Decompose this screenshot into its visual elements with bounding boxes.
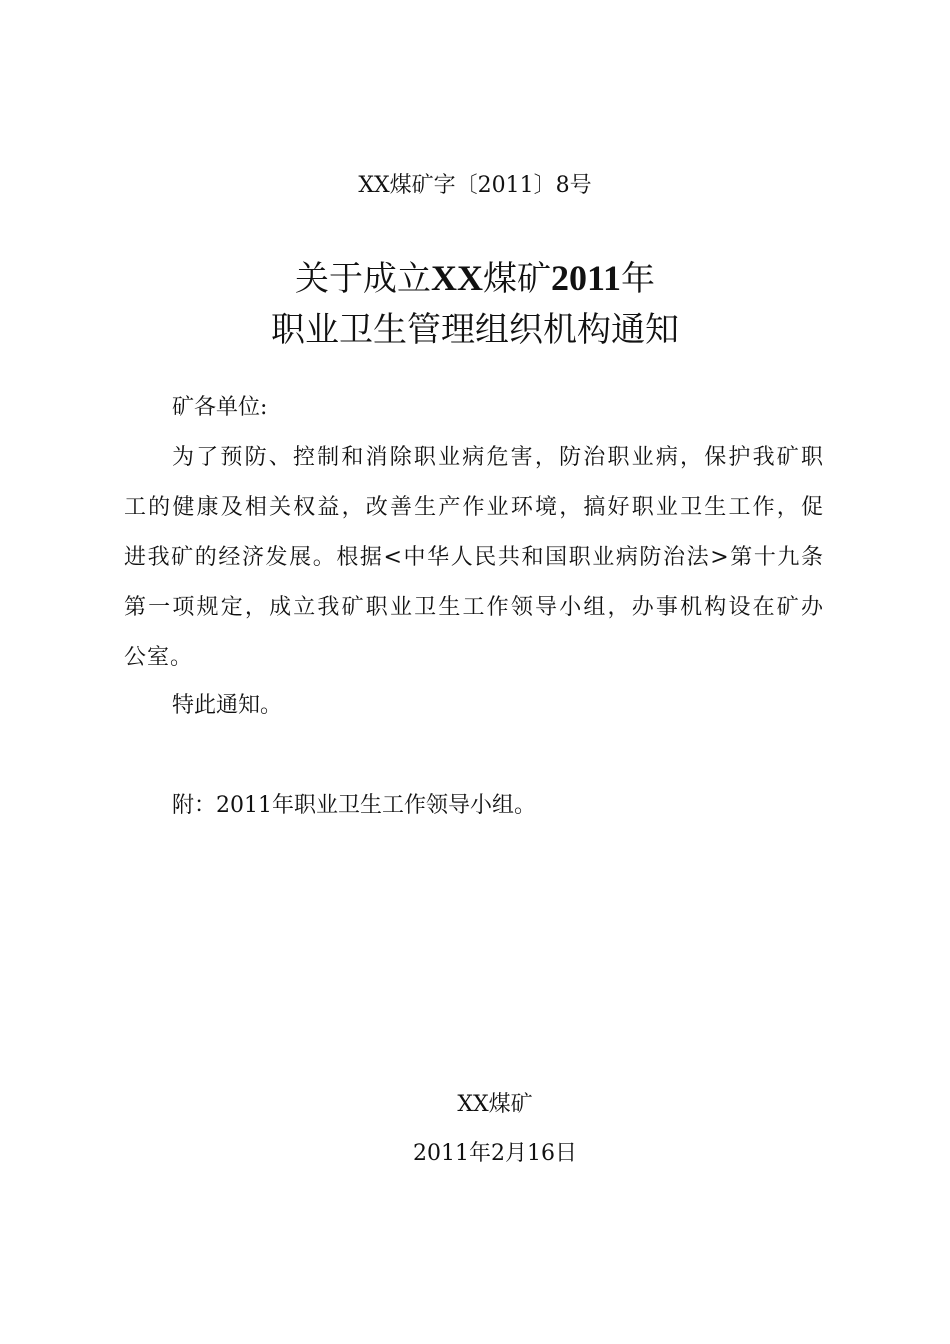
title-bold-year: 2011 <box>550 258 621 298</box>
body-paragraph-line: 公室。 <box>124 645 194 670</box>
issue-date: 2011年2月16日 <box>413 1141 577 1166</box>
document-title-line-2: 职业卫生管理组织机构通知 <box>271 310 679 350</box>
body-paragraph-line: 第一项规定，成立我矿职业卫生工作领导小组，办事机构设在矿办 <box>124 595 824 620</box>
body-paragraph-line: 为了预防、控制和消除职业病危害，防治职业病，保护我矿职 <box>172 445 824 470</box>
body-paragraph-line: 工的健康及相关权益，改善生产作业环境，搞好职业卫生工作，促 <box>124 495 824 520</box>
title-bold-name: XX <box>430 258 483 298</box>
body-paragraph-line: 进我矿的经济发展。根据<中华人民共和国职业病防治法>第十九条 <box>124 545 824 570</box>
attachment-note: 附：2011年职业卫生工作领导小组。 <box>172 793 536 818</box>
title-middle: 煤矿 <box>482 259 551 299</box>
closing-remark: 特此通知。 <box>172 693 283 718</box>
issuer-signature: XX煤矿 <box>457 1092 533 1117</box>
title-suffix: 年 <box>621 259 655 299</box>
document-number: XX煤矿字〔2011〕8号 <box>358 173 592 198</box>
document-title-line-1 <box>0 254 950 303</box>
salutation: 矿各单位: <box>172 395 268 420</box>
title-prefix: 关于成立 <box>294 259 431 299</box>
